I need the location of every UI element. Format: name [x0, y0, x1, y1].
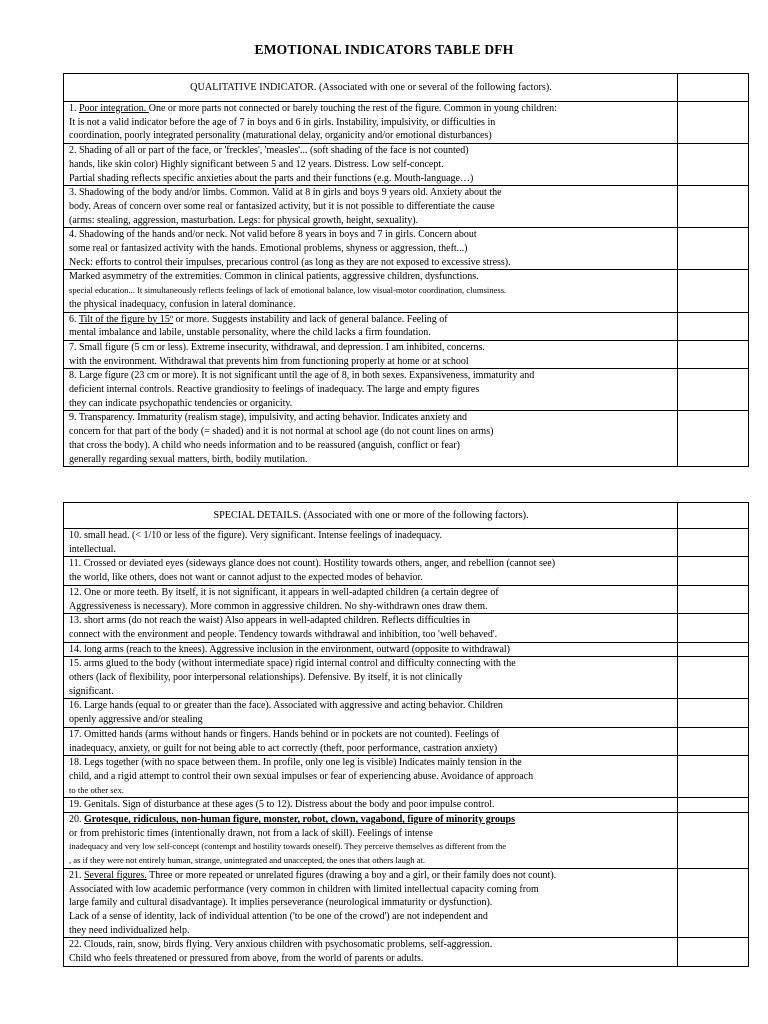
- indicator-number: 10.: [69, 530, 82, 541]
- indicator-number: 3.: [69, 187, 77, 199]
- indicator-description: [64, 144, 678, 186]
- table-row: [64, 369, 749, 411]
- indicator-text: Crossed or deviated eyes (sideways glance does not count). Hostility towards others, anger, and rebellion (cannot see) the world, like others, does not want or cannot adjust to the expected modes of behavior.: [69, 558, 556, 584]
- score-cell[interactable]: [678, 270, 749, 312]
- indicator-lead: Poor integration.: [79, 103, 149, 114]
- indicator-text: Small figure (5 cm or less). Extreme insecurity, withdrawal, and depression. I am inhibited, concerns. with the environment. Withdrawal that prevents him from functioning properly at home or at school: [69, 341, 485, 367]
- score-cell[interactable]: [678, 642, 749, 657]
- table-row: [64, 798, 749, 813]
- score-cell[interactable]: [678, 503, 749, 529]
- score-cell[interactable]: [678, 369, 749, 411]
- indicator-description: [64, 614, 678, 642]
- indicator-number: 13.: [69, 615, 82, 627]
- indicator-text-cont: the physical inadequacy, confusion in lateral dominance.: [69, 298, 296, 310]
- indicator-number: 17.: [69, 728, 82, 740]
- indicator-text: or from prehistoric times (intentionally drawn, not from a lack of skill). Feelings of intense: [69, 827, 433, 839]
- indicator-lead: Several figures.: [84, 869, 147, 881]
- indicator-description: [64, 270, 678, 312]
- indicator-lead: Tilt of the figure by 15º: [78, 313, 173, 325]
- table-row: [64, 938, 749, 966]
- indicator-number: 1.: [69, 103, 77, 114]
- indicator-description: [64, 657, 678, 699]
- qualitative-header: QUALITATIVE INDICATOR. (Associated with one or several of the following factors).: [64, 74, 678, 102]
- indicator-text: arms glued to the body (without intermediate space) rigid internal control and difficulty connecting with the others (lack of flexibility, poor interpersonal relationships). Defensive. By itself, it is not clinically significant.: [69, 658, 516, 697]
- score-cell[interactable]: [678, 411, 749, 467]
- indicator-number: 14.: [69, 643, 82, 655]
- indicator-number: 7.: [69, 341, 77, 353]
- special-details-table: [63, 502, 749, 967]
- indicator-text: or more. Suggests instability and lack of general balance. Feeling of mental imbalance and labile, unstable personality, where the child lacks a firm foundation.: [69, 313, 448, 339]
- indicator-number: 21.: [69, 869, 82, 881]
- table-row: [64, 557, 749, 585]
- score-cell[interactable]: [678, 312, 749, 340]
- indicator-note: inadequacy and very low self-concept (contempt and hostility towards oneself). They perceive themselves as different from the , as if they were not entirely human, strange, unintegrated and unaccepted, the ones that others laugh at.: [69, 841, 507, 866]
- indicator-description: [64, 557, 678, 585]
- table-row: [64, 340, 749, 368]
- indicator-description: [64, 411, 678, 467]
- table-row: [64, 102, 749, 144]
- indicator-text: One or more parts not connected or barely touching the rest of the figure. Common in young children: It is not a valid indicator before the age of 7 in boys and 6 in girls. Instability, impulsivity, or difficulties in coordination, poorly integrated personality (maturational delay, organicity and/or emotional disturbances): [69, 103, 557, 142]
- special-header: SPECIAL DETAILS. (Associated with one or more of the following factors).: [64, 503, 678, 529]
- qualitative-header-row: [64, 74, 749, 102]
- indicator-text: Shadowing of the body and/or limbs. Common. Valid at 8 in girls and boys 9 years old. Anxiety about the body. Areas of concern over some real or fantasized activity, but it is not possible to differentiate the cause (arms: stealing, aggression, masturbation. Legs: for physical growth, height, sexuality).: [69, 187, 502, 226]
- indicator-description: [64, 529, 678, 557]
- indicator-text: Omitted hands (arms without hands or fingers. Hands behind or in pockets are not counted). Feelings of inadequacy, anxiety, or guilt for not being able to act correctly (theft, poor performance, castration anxiety): [69, 728, 500, 754]
- indicator-note: special education... It simultaneously reflects feelings of lack of emotional balance, low visual-motor coordination, clumsiness.: [69, 285, 507, 296]
- indicator-description: [64, 813, 678, 869]
- indicator-description: [64, 868, 678, 938]
- table-row: [64, 312, 749, 340]
- indicator-description: [64, 186, 678, 228]
- indicator-text: Legs together (with no space between them. In profile, only one leg is visible) Indicates mainly tension in the child, and a rigid attempt to control their own sexual impulses or fear of experiencing abuse. Avoidance of approach: [69, 757, 534, 782]
- score-cell[interactable]: [678, 144, 749, 186]
- score-cell[interactable]: [678, 557, 749, 585]
- indicator-description: [64, 369, 678, 411]
- table-row: [64, 756, 749, 798]
- table-row: [64, 186, 749, 228]
- score-cell[interactable]: [678, 699, 749, 727]
- indicator-lead: Grotesque, ridiculous, non-human figure, monster, robot, clown, vagabond, figure of minority groups: [84, 814, 515, 826]
- table-row: [64, 270, 749, 312]
- table-row: [64, 642, 749, 657]
- table-row: [64, 813, 749, 869]
- score-cell[interactable]: [678, 228, 749, 270]
- score-cell[interactable]: [678, 585, 749, 613]
- score-cell[interactable]: [678, 813, 749, 869]
- indicator-description: [64, 938, 678, 966]
- indicator-number: 9.: [69, 412, 77, 424]
- table-row: [64, 411, 749, 467]
- indicator-number: 20.: [69, 814, 82, 826]
- indicator-number: 12.: [69, 586, 82, 598]
- indicator-description: [64, 756, 678, 798]
- score-cell[interactable]: [678, 614, 749, 642]
- indicator-text: Three or more repeated or unrelated figures (drawing a boy and a girl, or their family does not count). Associated with low academic performance (very common in children with limited intellectual capacity coming from large family and cultural disadvantage). It implies perseverance (neurological immaturity or dysfunction). Lack of a sense of identity, lack of individual attention ('to be one of the crowd') are not independent and they need individualized help.: [69, 869, 557, 936]
- score-cell[interactable]: [678, 529, 749, 557]
- score-cell[interactable]: [678, 727, 749, 755]
- indicator-description: [64, 642, 678, 657]
- score-cell[interactable]: [678, 340, 749, 368]
- score-cell[interactable]: [678, 102, 749, 144]
- score-cell[interactable]: [678, 74, 749, 102]
- score-cell[interactable]: [678, 186, 749, 228]
- table-row: [64, 529, 749, 557]
- indicator-number: 19.: [69, 799, 82, 811]
- indicator-text: Genitals. Sign of disturbance at these ages (5 to 12). Distress about the body and poor impulse control.: [84, 799, 495, 811]
- score-cell[interactable]: [678, 938, 749, 966]
- indicator-number: 2.: [69, 145, 77, 157]
- table-row: [64, 144, 749, 186]
- indicator-text: Marked asymmetry of the extremities. Common in clinical patients, aggressive children, dysfunctions.: [69, 271, 479, 283]
- table-row: [64, 228, 749, 270]
- indicator-number: 8.: [69, 370, 77, 382]
- special-header-row: [64, 503, 749, 529]
- indicator-number: 18.: [69, 757, 82, 769]
- score-cell[interactable]: [678, 756, 749, 798]
- indicator-number: 16.: [69, 700, 82, 712]
- indicator-text: Clouds, rain, snow, birds flying. Very anxious children with psychosomatic problems, self-aggression. Child who feels threatened or pressured from above, from the world of parents or adults.: [69, 939, 493, 965]
- indicator-description: [64, 228, 678, 270]
- indicator-text: One or more teeth. By itself, it is not significant, it appears in well-adapted children (a certain degree of Aggressiveness is necessary). More common in aggressive children. No shy-withdrawn ones draw them.: [69, 586, 499, 612]
- indicator-text: Large hands (equal to or greater than the face). Associated with aggressive and acting behavior. Children openly aggressive and/or stealing: [69, 700, 503, 726]
- indicator-text: Large figure (23 cm or more). It is not significant until the age of 8, in both sexes. Expansiveness, immaturity and deficient internal controls. Reactive grandiosity to feelings of inadequacy. The large and empty figures they can indicate psychopathic tendencies or organicity.: [69, 370, 535, 409]
- indicator-text: Shading of all or part of the face, or 'freckles', 'measles'... (soft shading of the face is not counted) hands, like skin color) Highly significant between 5 and 12 years. Distress. Low self-concept. Partial shading reflects specific anxieties about the parts and their functions (e.g. Mouth-language…): [69, 145, 474, 184]
- table-row: [64, 657, 749, 699]
- indicator-number: 6.: [69, 313, 77, 325]
- table-row: [64, 868, 749, 938]
- table-row: [64, 614, 749, 642]
- indicator-description: [64, 340, 678, 368]
- indicator-number: 11.: [69, 558, 82, 570]
- qualitative-indicators-table: [63, 73, 749, 467]
- document-title: EMOTIONAL INDICATORS TABLE DFH: [254, 42, 514, 57]
- score-cell[interactable]: [678, 798, 749, 813]
- indicator-description: [64, 699, 678, 727]
- indicator-text: Transparency. Immaturity (realism stage), impulsivity, and acting behavior. Indicates anxiety and concern for that part of the body (= shaded) and it is not normal at school age (do not count lines on arms) that cross the body). A child who needs information and to be reassured (anguish, conflict or fear) generally regarding sexual matters, birth, bodily mutilation.: [69, 412, 494, 465]
- table-row: [64, 585, 749, 613]
- indicator-number: 22.: [69, 939, 82, 951]
- indicator-note: to the other sex.: [69, 784, 124, 795]
- indicator-description: [64, 102, 678, 144]
- indicator-description: [64, 312, 678, 340]
- indicator-text: small head. (< 1/10 or less of the figure). Very significant. Intense feelings of inadequacy. intellectual.: [69, 530, 443, 555]
- indicator-description: [64, 727, 678, 755]
- indicator-number: 4.: [69, 229, 77, 241]
- indicator-text: short arms (do not reach the waist) Also appears in well-adapted children. Reflects difficulties in connect with the environment and people. Tendency towards withdrawal and inhibition, too 'well behaved'.: [69, 615, 498, 640]
- table-row: [64, 699, 749, 727]
- indicator-number: 15.: [69, 658, 82, 670]
- score-cell[interactable]: [678, 868, 749, 938]
- score-cell[interactable]: [678, 657, 749, 699]
- table-row: [64, 727, 749, 755]
- indicator-text: Shadowing of the hands and/or neck. Not valid before 8 years in boys and 7 in girls. Concern about some real or fantasized activity with the hands. Emotional problems, shyness or aggression, theft...) Neck: efforts to control their impulses, precarious control (as long as they are not exposed to excessive stress).: [69, 229, 511, 268]
- indicator-text: long arms (reach to the knees). Aggressive inclusion in the environment, outward (opposite to withdrawal): [84, 643, 511, 655]
- indicator-description: [64, 585, 678, 613]
- indicator-description: [64, 798, 678, 813]
